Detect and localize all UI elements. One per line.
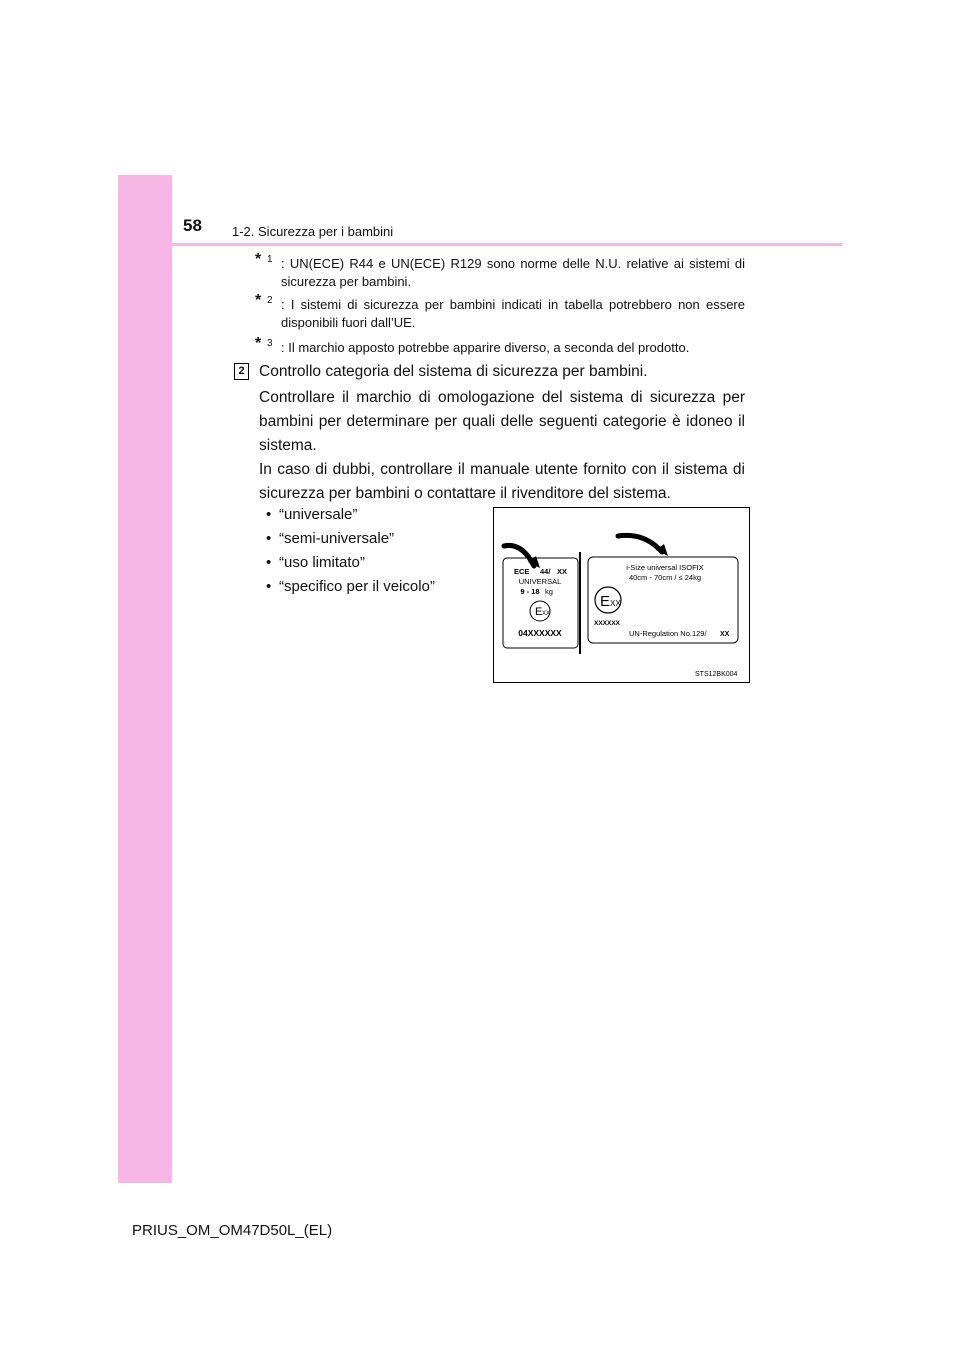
figure-code: STS12BK004 (695, 671, 738, 678)
svg-text:XX: XX (610, 599, 621, 608)
step-paragraph-2: In caso di dubbi, controllare il manuale utente fornito con il sistema di sicurezza per bambini o contattare il rivenditore del sistema. (259, 461, 745, 502)
svg-text:E: E (535, 606, 543, 618)
svg-text:XX: XX (542, 611, 551, 617)
r44-weight-text: 9 - 18 (520, 587, 540, 596)
section-title: 1-2. Sicurezza per i bambini (232, 224, 394, 239)
list-item: • “uso limitato” (266, 554, 365, 571)
r129-regulation-text: UN-Regulation No.129/ (629, 629, 707, 638)
footer-doc-id: PRIUS_OM_OM47D50L_(EL) (132, 1222, 333, 1239)
svg-text:kg: kg (545, 587, 553, 596)
svg-text:E: E (600, 593, 611, 610)
footnote-2: * 2 : I sistemi di sicurezza per bambini indicati in tabella potrebbero non essere disponibili fuori dall’UE. (255, 292, 745, 330)
r44-ece-text: ECE (514, 567, 530, 576)
approval-label-figure (493, 507, 750, 683)
page-number: 58 (183, 216, 202, 235)
list-item: • “universale” (266, 506, 358, 523)
step-paragraph-1: Controllare il marchio di omologazione del sistema di sicurezza per bambini per determinare per quali delle seguenti categorie è idoneo il sistema. (259, 389, 745, 454)
side-tab-band (118, 175, 172, 1183)
arrow-icon (504, 545, 534, 566)
svg-text:44/: 44/ (540, 567, 551, 576)
r44-code-text: 04XXXXXX (518, 628, 562, 638)
svg-text:XX: XX (557, 567, 568, 576)
r44-universal-text: UNIVERSAL (518, 577, 562, 586)
step-number-badge: 2 (234, 363, 249, 380)
svg-text:XX: XX (720, 631, 730, 638)
r129-size-text: 40cm - 70cm / ≤ 24kg (628, 573, 702, 582)
list-item: • “specifico per il veicolo” (266, 578, 435, 595)
header-rule (118, 243, 842, 246)
r129-code-text: XXXXXX (594, 620, 621, 627)
footnote-3: * 3 : Il marchio apposto potrebbe apparire diverso, a seconda del prodotto. (255, 335, 690, 355)
list-item: • “semi-universale” (266, 530, 395, 547)
arrow-icon (618, 535, 662, 552)
footnote-1: * 1 : UN(ECE) R44 e UN(ECE) R129 sono norme delle N.U. relative ai sistemi di sicurezza per bambini. (255, 251, 745, 289)
r129-isize-text: i-Size universal ISOFIX (626, 563, 704, 572)
step-title: Controllo categoria del sistema di sicurezza per bambini. (259, 363, 648, 380)
